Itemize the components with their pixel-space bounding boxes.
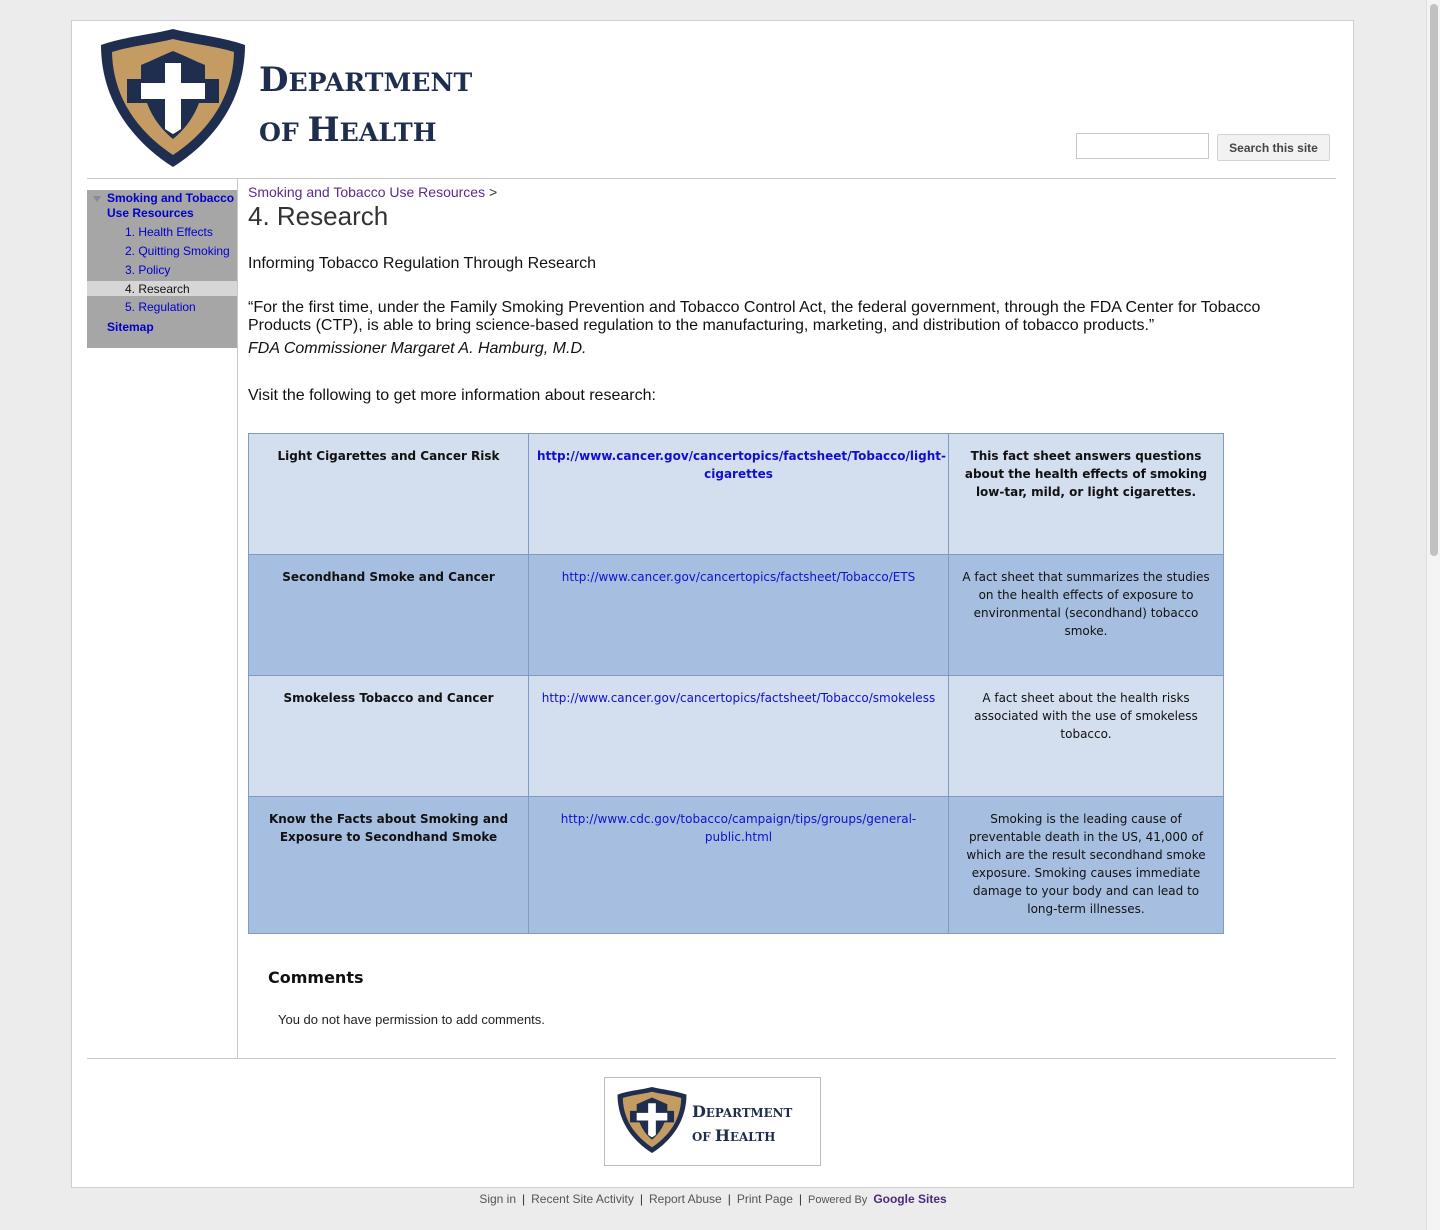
sidebar-item-smoking-resources[interactable]: Smoking and Tobacco Use Resources	[107, 191, 235, 220]
page-title: 4. Research	[248, 201, 389, 231]
intro-heading: Informing Tobacco Regulation Through Research	[248, 255, 597, 272]
powered-by-label: Powered By	[808, 1194, 868, 1206]
comments-permission-note: You do not have permission to add comments.	[278, 1012, 545, 1027]
resource-link[interactable]: http://www.cancer.gov/cancertopics/factsheet/Tobacco/smokeless	[541, 691, 936, 705]
scrollbar-thumb[interactable]	[1430, 4, 1438, 556]
table-row	[249, 434, 1224, 555]
header-divider	[87, 178, 1336, 179]
footer-separator: |	[727, 1192, 731, 1206]
resource-title: Know the Facts about Smoking and Exposure to Secondhand Smoke	[249, 797, 529, 934]
breadcrumb-separator: >	[488, 184, 498, 200]
resource-title: Light Cigarettes and Cancer Risk	[249, 434, 529, 555]
site-title-line1[interactable]: DEPARTMENT	[259, 60, 473, 100]
comments-heading: Comments	[268, 968, 364, 987]
resource-link-cell	[529, 555, 949, 676]
footer-separator: |	[522, 1192, 526, 1206]
resource-description: This fact sheet answers questions about the health effects of smoking low-tar, mild, or light cigarettes.	[949, 434, 1224, 555]
footer-separator: |	[798, 1192, 802, 1206]
sidebar-divider	[237, 178, 238, 1058]
collapse-triangle-icon[interactable]	[93, 196, 101, 202]
google-sites-link[interactable]: Google Sites	[873, 1192, 947, 1206]
report-abuse-link[interactable]: Report Abuse	[648, 1192, 722, 1206]
resource-link[interactable]: http://www.cdc.gov/tobacco/campaign/tips/groups/general-public.html	[560, 812, 917, 844]
site-title-line2[interactable]: OF HEALTH	[259, 110, 437, 150]
table-row	[249, 676, 1224, 797]
sidebar-item-policy[interactable]: 3. Policy	[125, 263, 171, 277]
footer-separator: |	[639, 1192, 643, 1206]
search-input[interactable]	[1076, 133, 1209, 159]
print-page-link[interactable]: Print Page	[736, 1192, 793, 1206]
quote-attribution: FDA Commissioner Margaret A. Hamburg, M.D.	[248, 340, 587, 357]
resource-link[interactable]: http://www.cancer.gov/cancertopics/factsheet/Tobacco/light-cigarettes	[537, 449, 946, 481]
breadcrumb	[248, 184, 497, 201]
resource-title: Secondhand Smoke and Cancer	[249, 555, 529, 676]
sidebar-item-sitemap[interactable]: Sitemap	[107, 320, 154, 334]
resource-description: Smoking is the leading cause of preventable death in the US, 41,000 of which are the result secondhand smoke exposure. Smoking causes immediate damage to your body and can lead to long-term illnesses.	[949, 797, 1224, 934]
resource-table	[248, 433, 1224, 934]
sidebar-item-regulation[interactable]: 5. Regulation	[125, 300, 196, 314]
shield-cross-icon[interactable]	[99, 27, 247, 169]
sign-in-link[interactable]: Sign in	[479, 1192, 517, 1206]
sidebar-item-research[interactable]: 4. Research	[125, 282, 190, 296]
resource-link-cell	[529, 676, 949, 797]
shield-cross-icon	[616, 1086, 688, 1154]
quote-text: “For the first time, under the Family Smoking Prevention and Tobacco Control Act, the federal government, through the FDA Center for Tobacco Products (CTP), is able to bring science-based regulation to the manufacturing, marketing, and distribution of tobacco products.”	[248, 299, 1261, 334]
footer-logo-line2: OF HEALTH	[692, 1126, 776, 1145]
footer-links	[0, 1192, 1426, 1208]
resource-description: A fact sheet about the health risks associated with the use of smokeless tobacco.	[949, 676, 1224, 797]
resource-link[interactable]: http://www.cancer.gov/cancertopics/factsheet/Tobacco/ETS	[561, 570, 916, 584]
resource-title: Smokeless Tobacco and Cancer	[249, 676, 529, 797]
resource-link-cell	[529, 797, 949, 934]
sidebar-item-quitting-smoking[interactable]: 2. Quitting Smoking	[125, 244, 230, 258]
resource-description: A fact sheet that summarizes the studies on the health effects of exposure to environmental (secondhand) tobacco smoke.	[949, 555, 1224, 676]
breadcrumb-link[interactable]: Smoking and Tobacco Use Resources	[248, 184, 486, 200]
footer-divider	[87, 1058, 1336, 1059]
recent-activity-link[interactable]: Recent Site Activity	[531, 1192, 634, 1206]
sidebar-item-health-effects[interactable]: 1. Health Effects	[125, 225, 213, 239]
table-row	[249, 797, 1224, 934]
search-button[interactable]: Search this site	[1217, 134, 1330, 161]
footer-logo-line1: DEPARTMENT	[692, 1102, 793, 1121]
footer-logo[interactable]	[604, 1077, 821, 1166]
table-row	[249, 555, 1224, 676]
visit-instructions: Visit the following to get more information about research:	[248, 387, 656, 404]
resource-link-cell	[529, 434, 949, 555]
